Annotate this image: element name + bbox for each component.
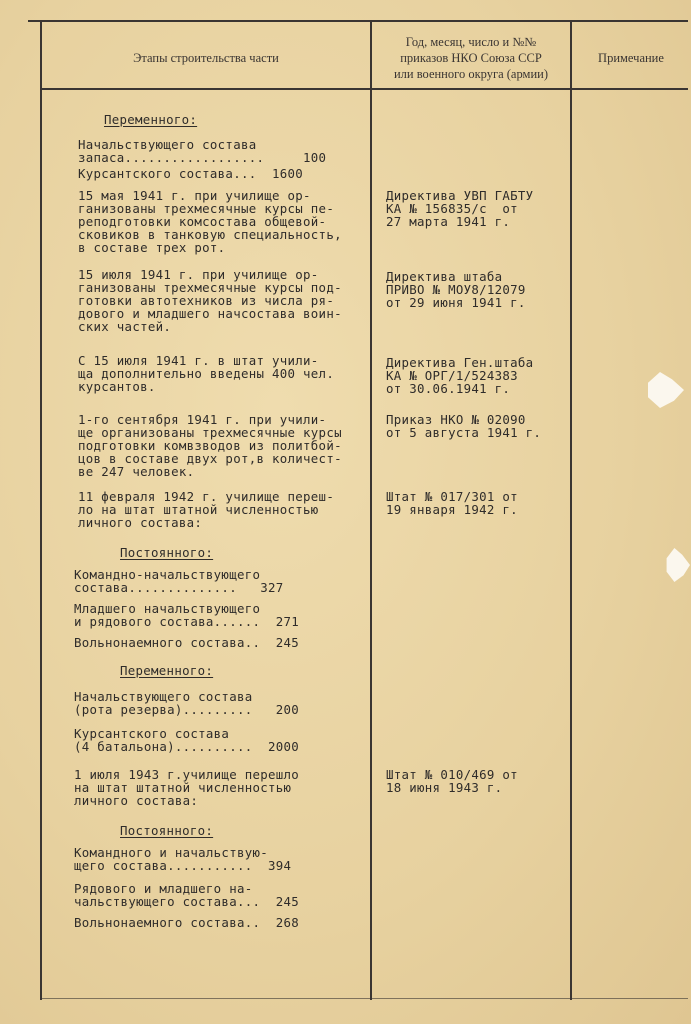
stage-entry-line: Переменного: <box>120 663 214 678</box>
header-orders-line3: или военного округа (армии) <box>393 67 548 81</box>
header-notes: Примечание <box>598 51 664 65</box>
stage-entry-line: Вольнонаемного состава.. 268 <box>74 915 300 930</box>
stage-entry-line: личного состава: <box>74 793 199 808</box>
stage-entry-line: Курсантского состава <box>74 726 230 741</box>
stage-entry-line: (4 батальона).......... 2000 <box>74 739 300 754</box>
stage-entry-line: ганизованы трехмесячные курсы пе- <box>78 201 335 216</box>
stage-entry-line: в составе трех рот. <box>78 240 226 255</box>
header-stages: Этапы строительства части <box>133 51 279 65</box>
bottom-rule <box>40 998 688 999</box>
stage-entry-line: 15 мая 1941 г. при училище ор- <box>78 188 311 203</box>
paper-tear-mark <box>664 548 690 582</box>
order-reference-line: от 29 июня 1941 г. <box>386 295 526 310</box>
order-reference-line: Директива УВП ГАБТУ <box>386 188 534 203</box>
stage-entry-line: чальствующего состава... 245 <box>74 894 300 909</box>
stage-entry-line: состава.............. 327 <box>74 580 284 595</box>
order-reference-line: от 5 августа 1941 г. <box>386 425 542 440</box>
stage-entry-line: подготовки комвзводов из политбой- <box>78 438 342 453</box>
stage-entry-line: Вольнонаемного состава.. 245 <box>74 635 300 650</box>
order-reference-line: КА № 156835/с от <box>386 201 518 216</box>
stage-entry-line: ща дополнительно введены 400 чел. <box>78 366 335 381</box>
stage-entry-line: курсантов. <box>78 379 156 394</box>
stage-entry-line: запаса.................. 100 <box>78 150 327 165</box>
stage-entry-line: Переменного: <box>104 112 198 127</box>
stage-entry-line: Начальствующего состава <box>78 137 257 152</box>
header-orders-line2: приказов НКО Союза ССР <box>400 51 542 65</box>
stage-entry-line: 1-го сентября 1941 г. при учили- <box>78 412 327 427</box>
order-reference-line: от 30.06.1941 г. <box>386 381 511 396</box>
stage-entry-line: ских частей. <box>78 319 172 334</box>
stage-entry-line: 11 февраля 1942 г. училище переш- <box>78 489 335 504</box>
order-reference-line: 18 июня 1943 г. <box>386 780 503 795</box>
stage-entry-line: Курсантского состава... 1600 <box>78 166 304 181</box>
stage-entry-line: цов в составе двух рот,в количест- <box>78 451 342 466</box>
stage-entry-line: щего состава........... 394 <box>74 858 292 873</box>
stage-entry-line: ве 247 человек. <box>78 464 195 479</box>
stage-entry-line: дового и младшего начсостава воин- <box>78 306 342 321</box>
top-rule <box>28 20 688 22</box>
order-reference-line: КА № ОРГ/1/524383 <box>386 368 518 383</box>
stage-entry-line: Командного и начальствую- <box>74 845 268 860</box>
stage-entry-line: Начальствующего состава <box>74 689 253 704</box>
stage-entry-line: реподготовки комсостава общевой- <box>78 214 327 229</box>
header-orders <box>372 34 570 82</box>
stage-entry-line: личного состава: <box>78 515 203 530</box>
order-reference-line: Директива штаба <box>386 269 503 284</box>
header-orders-line1: Год, месяц, число и №№ <box>405 35 537 49</box>
order-reference-line: Директива Ген.штаба <box>386 355 534 370</box>
column-divider-1 <box>370 22 372 1000</box>
stage-entry-line: С 15 июля 1941 г. в штат учили- <box>78 353 319 368</box>
stage-entry-line: (рота резерва)......... 200 <box>74 702 300 717</box>
stage-entry-line: ще организованы трехмесячные курсы <box>78 425 342 440</box>
stage-entry-line: на штат штатной численностью <box>74 780 292 795</box>
stage-entry-line: и рядового состава...... 271 <box>74 614 300 629</box>
stage-entry-line: 1 июля 1943 г.училище перешло <box>74 767 300 782</box>
order-reference-line: 27 марта 1941 г. <box>386 214 511 229</box>
stage-entry-line: Командно-начальствующего <box>74 567 261 582</box>
stage-entry-line: Постоянного: <box>120 823 214 838</box>
stage-entry-line: 15 июля 1941 г. при училище ор- <box>78 267 319 282</box>
stage-entry-line: ганизованы трехмесячные курсы под- <box>78 280 342 295</box>
order-reference-line: Штат № 017/301 от <box>386 489 518 504</box>
order-reference-line: Приказ НКО № 02090 <box>386 412 526 427</box>
left-column-border <box>40 22 42 1000</box>
stage-entry-line: Младшего начальствующего <box>74 601 261 616</box>
order-reference-line: Штат № 010/469 от <box>386 767 518 782</box>
stage-entry-line: сковиков в танковую специальность, <box>78 227 342 242</box>
column-divider-2 <box>570 22 572 1000</box>
stage-entry-line: ло на штат штатной численностью <box>78 502 319 517</box>
header-bottom-rule <box>40 88 688 90</box>
paper-tear-mark <box>644 372 684 408</box>
stage-entry-line: Рядового и младшего на- <box>74 881 253 896</box>
order-reference-line: ПРИВО № МОУ8/12079 <box>386 282 526 297</box>
stage-entry-line: готовки автотехников из числа ря- <box>78 293 335 308</box>
order-reference-line: 19 января 1942 г. <box>386 502 518 517</box>
stage-entry-line: Постоянного: <box>120 545 214 560</box>
